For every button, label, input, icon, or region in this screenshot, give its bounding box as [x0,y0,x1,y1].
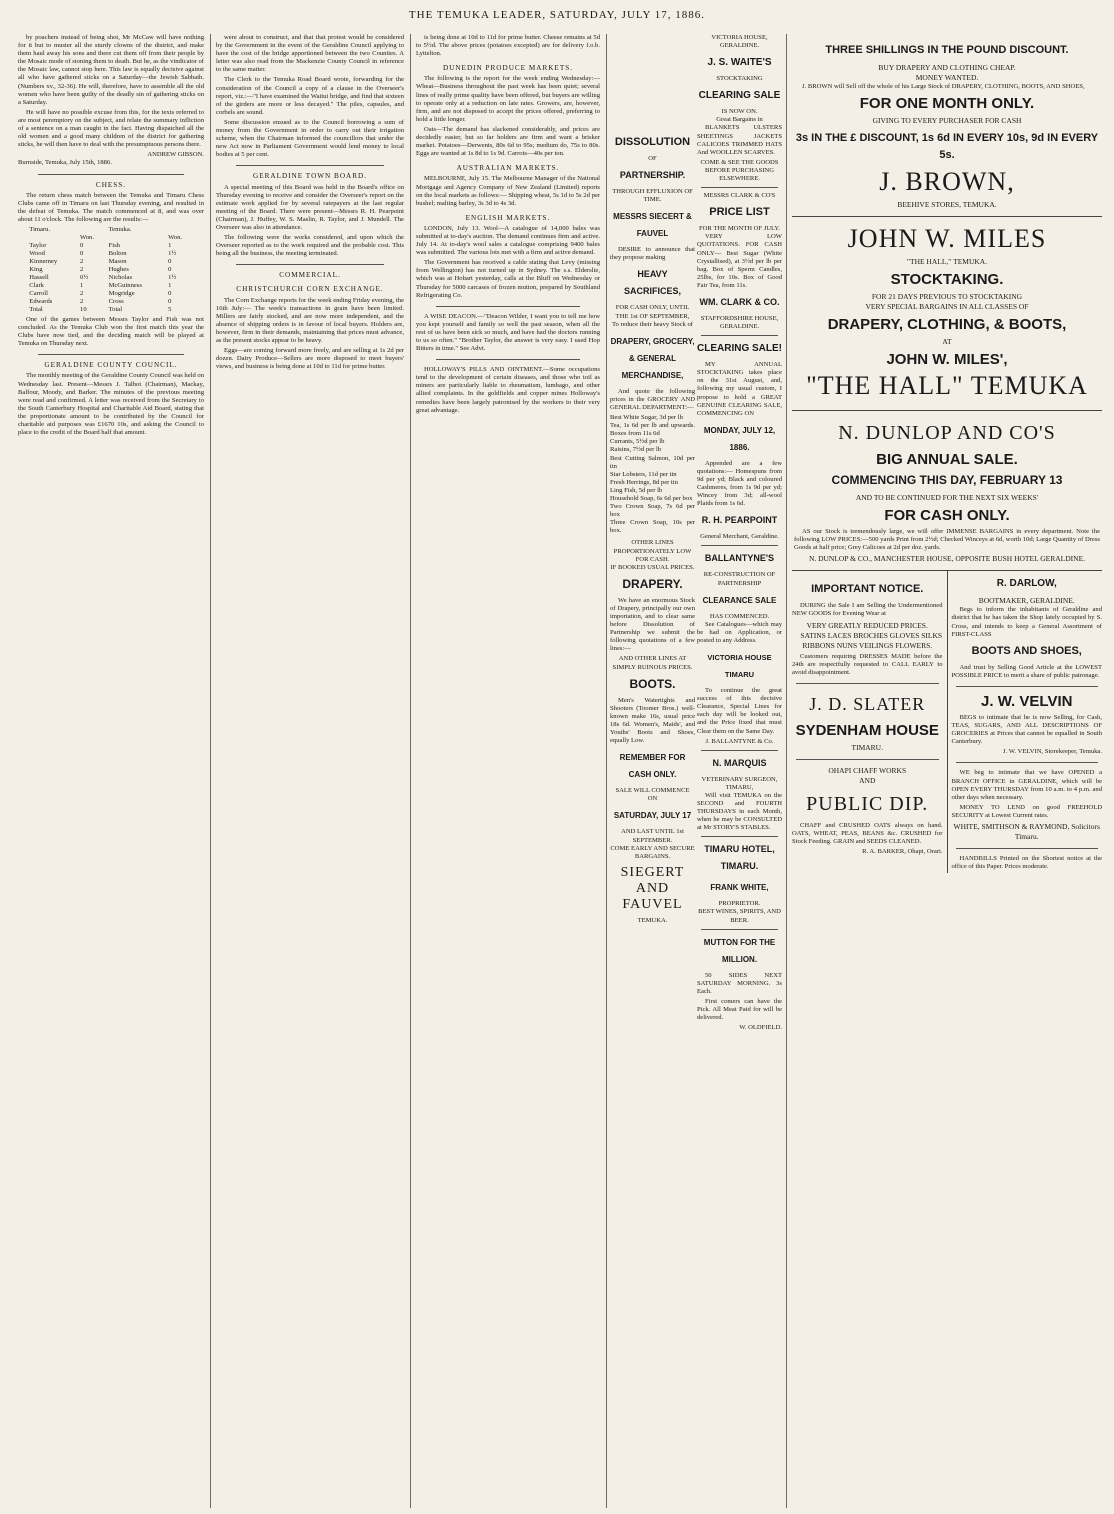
monday-date: MONDAY, JULY 12, 1886. [703,425,776,452]
corn-exchange-heading: CHRISTCHURCH CORN EXCHANGE. [236,285,384,294]
commenced-label: HAS COMMENCED. [709,612,770,620]
stocktaking-heading: STOCKTAKING. [890,271,1004,289]
town-board-heading: GERALDINE TOWN BOARD. [253,172,367,181]
advert-paragraph: Will visit TEMUKA on the SECOND and FOURTH THURSDAYS in each Month, when he may be CONSULTED at Mr STORY'S STABLES. [697,791,782,832]
list-item: Household Soap, 6s 6d per box [610,494,693,502]
clearing-sale-heading: CLEARING SALE! [697,343,782,355]
miles-advert [792,217,1102,411]
beehive-label: BEEHIVE STORES, TEMUKA. [897,200,997,210]
clark-firm-heading: WM. CLARK & CO. [699,296,780,307]
advert-paragraph: Customers requiring DRESSES MADE before the 24th are respectfully requested to CALL EARLY to avoid disappointment. [792,652,943,676]
advert-paragraph: BLANKETS ULSTERS SHEETINGS JACKETS CALICOES TRIMMED HATS And WOOLLEN SCARVES. [697,124,782,156]
list-item: Fresh Herrings, 8d per tin [610,478,678,486]
sacrifices-heading: HEAVY SACRIFICES, [623,269,681,297]
one-month-heading: FOR ONE MONTH ONLY. [859,95,1035,113]
reconstruction-label: RE-CONSTRUCTION OF PARTNERSHIP [703,571,776,587]
deacon-paragraph: A WISE DEACON.—"Deacon Wilder, I want you to tell me how you kept yourself and family so well the past season, when all the rest of us have been sick so much, and have had the doctors running to us so often." "Brother Taylor, the answer is very easy. I used Hop Bitters in time." See Advt. [416,312,600,353]
stocktaking-label: STOCKTAKING [716,75,763,83]
column-rule [606,34,607,1508]
firm-heading: MESSRS SIECERT & FAUVEL [613,212,692,239]
victoria-house-timaru: VICTORIA HOUSE TIMARU [707,653,772,680]
town-board-paragraph: The following were the works considered, and upon which the Overseer reported as to the work required and the probable cost. This being all the business, the meeting terminated. [216,234,404,258]
list-item: Star Lobsters, 11d per tin [610,470,677,478]
australian-heading: AUSTRALIAN MARKETS. [456,164,560,173]
effluxion-label: THROUGH EFFLUXION OF TIME. [612,188,693,204]
pearpoint-heading: R. H. PEARPOINT [701,515,778,526]
buy-label: BUY DRAPERY AND CLOTHING CHEAP. [878,63,1016,72]
letter-signature: ANDREW GIBSON. [147,151,204,159]
holloway-paragraph: HOLLOWAY'S PILLS AND OINTMENT.—Some occupations tend to the development of certain diseases, and those who toil as miners are particularly liable to rheumatism, lumbago, and other allied complaints. In the goldfields and copper mines Holloway's remedies have been largely patronised by the workers to their very great advantage. [416,366,600,414]
article-paragraph: Some discussion ensued as to the Council borrowing a sum of money from the Government in order to carry out their irrigation scheme, when the Chairman informed the councillors that under the new Act now in Parliament Government would lend money to local bodies at 5 per cent. [216,118,404,159]
advert-paragraph: And quote the following prices in the GROCERY AND GENERAL DEPARTMENT:— [610,387,695,411]
advert-paragraph: HANDBILLS Printed on the Shortest notice at the office of this Paper. Prices moderate. [951,854,1102,871]
sydenham-heading: SYDENHAM HOUSE [795,721,939,739]
column-4 [608,34,784,1508]
advert-paragraph: See Catalogues—which may be had on Application, or posted to any Address. [697,620,782,644]
until-label: AND LAST UNTIL 1st SEPTEMBER. [621,828,684,844]
left-adverts [792,571,948,873]
booked-label: IF BOOKED USUAL PRICES. [610,563,695,571]
special-label: VERY SPECIAL BARGAINS IN ALL CLASSES OF [865,302,1029,312]
brown-name: J. BROWN, [879,167,1015,197]
velvin-heading: J. W. VELVIN [981,692,1073,710]
waite-heading: J. S. WAITE'S [707,57,772,69]
masthead: THE TEMUKA LEADER, SATURDAY, JULY 17, 1886. [408,9,706,21]
commercial-heading: COMMERCIAL. [279,271,341,280]
table-row: Taylor 0 Fish 1 [29,241,172,249]
advert-paragraph: MONEY TO LEND on good FREEHOLD SECURITY at Lowest Current rates. [951,803,1102,819]
council-heading: GERALDINE COUNTY COUNCIL. [44,361,178,370]
darlow-heading: R. DARLOW, [996,578,1057,590]
at-label: AT [942,337,952,347]
commencing-heading: COMMENCING THIS DAY, FEBRUARY 13 [831,473,1063,488]
english-heading: ENGLISH MARKETS. [465,213,551,222]
table-header: Temuka. [108,225,132,233]
clark-label: MESSRS CLARK & CO'S [703,192,776,200]
table-header: Timaru. [29,225,51,233]
australian-paragraph: MELBOURNE, July 15. The Melbourne Manager of the National Mortgage and Agency Company of New Zealand (Limited) reports on the local markets as follows:— Shipping wheat, 5s 1d to 5s 2d per bushel; malting barley, 3s 3d to 4s 3d. [416,175,600,207]
cash-only-heading: FOR CASH ONLY. [884,507,1010,525]
hall-large: "THE HALL" TEMUKA [806,371,1088,401]
advert-paragraph: MY ANNUAL STOCKTAKING takes place on the 31st August, and, following my usual custom, I propose to hold a GREAT GENUINE CLEARING SALE, COMMENCING ON [697,361,782,417]
solicitors-label: WHITE, SMITHSON & RAYMOND, Solicitors Timaru. [953,821,1100,841]
now-on-label: IS NOW ON. [721,108,758,116]
table-row: Total 10 Total 5 [29,305,172,313]
geraldine-adverts [697,34,782,1032]
dunlop-advert [792,411,1102,571]
dissolution-heading: DISSOLUTION [614,136,691,148]
sale-label: SALE WILL COMMENCE ON [615,787,690,803]
dunlop-name: N. DUNLOP AND CO'S [838,422,1056,445]
advert-paragraph: DESIRE to announce that they propose making [610,246,695,262]
advert-paragraph: VERY LOW QUOTATIONS. FOR CASH ONLY— Best Sugar (White Crystallised), at 3½d per lb per bag. Box of Sperm Candles, 25lbs, for 10s. Box of Good Fair Tea, from 11s. [697,233,782,289]
advert-paragraph: DURING the Sale I am Selling the Undermentioned NEW GOODS for Evening Wear at [792,602,943,618]
list-item: Ling Fish, 5d per lb [610,486,663,494]
advert-paragraph: To continue the great success of this decisive Clearance, Special Lines for each day will be looked out, and the Price fixed that must Clear them on the Same Day. [697,687,782,735]
advert-paragraph: BEGS to intimate that he is now Selling, for Cash, TEAS, SUGARS, AND ALL DESCRIPTIONS OF GROCERIES at Prices that cannot be equalled in South Canterbury. [951,713,1102,746]
letter-paragraph: by poachers instead of being shot, Mr McCaw will have nothing for it but to muster all the sturdy clowns of the district, and make them haul away his sons and there cut them off from their people by the Mosaic mode of stoning them to death. But he, as the vindicator of the Mosaic law, cannot stop here. This law is equally decisive against all who have gathered sticks on a Saturday—the Jewish Sabbath. (Numbers xv., 32-36). He will, therefore, have to assemble all the old women who have been guilty of the deadly sin of gathering sticks on a Saturday. [18,34,204,106]
letter-paragraph: He will have no possible excuse from this, for the texts referred to are most peremptory on the subject, and relate the summary infliction of a sentence on a man caught in the fact. Having dispatched all the old women and a good many children of the district for gathering sticks, he will then have to deal with the presumptuous persons there. [18,108,204,149]
hotel-heading: TIMARU HOTEL, TIMARU. [704,844,775,872]
barker-signature: R. A. BARKER, Ohapi, Orari. [862,848,943,856]
advert-paragraph: J. BROWN will Sell off the whole of his Large Stock of DRAPERY, CLOTHING, BOOTS, AND SHOES, [802,83,1085,90]
right-adverts [952,571,1103,873]
remember-heading: REMEMBER FOR CASH ONLY. [619,753,686,780]
discount-rates: 3s IN THE £ DISCOUNT, 1s 6d IN EVERY 10s, 9d IN EVERY 5s. [795,132,1099,162]
timaru-label: TIMARU. [851,742,883,752]
month-label: FOR THE MONTH OF JULY. [699,225,780,233]
table-row: Clark 1 McGuinness 1 [29,281,172,289]
column-rule [786,34,787,1508]
goods-list: SATINS LACES BROCHES GLOVES SILKS RIBBONS NUNS VEILINGS FLOWERS. [800,630,943,650]
dunedin-paragraph: Oats—The demand has slackened considerably, and prices are decidedly easier, but so far holders are firm and want a brisker market. Potatoes—Derwents, 80s 6d to 95s; medium do, 75s to 80s. Eggs are wanted at 1s 8d to 1s 9d. Carrots—40s per ton. [416,125,600,158]
boots-shoes-heading: BOOTS AND SHOES, [971,644,1082,657]
important-heading: IMPORTANT NOTICE. [811,583,924,596]
advert-paragraph: Men's Watertights and Shooters (Toomer Bros.) well-known make 16s, usual price 18s 6d. Women's, Maids', and Youths' Boots and Shoes, equally Low. [610,696,695,745]
chess-paragraph: One of the games between Messrs Taylor and Fish was not concluded. As the Temuka Club won the first match this year the Clubs have now tied, and the deciding match will be played at Temuka on Thursday next. [18,315,204,348]
merchandise-heading: DRAPERY, GROCERY, & GENERAL MERCHANDISE, [610,336,695,380]
money-wanted-label: MONEY WANTED. [915,73,979,82]
table-row: Edwards 2 Cross 0 [29,297,172,305]
chaff-label: OHAPI CHAFF WORKS [828,765,907,775]
table-header: Won. [80,233,94,241]
other-lines-label: OTHER LINES PROPORTIONATELY LOW FOR CASH. [613,539,692,563]
and-label: AND [859,775,876,785]
giving-label: GIVING TO EVERY PURCHASER FOR CASH [872,116,1022,126]
column-1 [14,34,208,1508]
drapery-clothing-boots: DRAPERY, CLOTHING, & BOOTS, [827,316,1067,334]
advert-paragraph: Begs to inform the inhabitants of Geraldine and district that he has taken the Shop lately occupied by S. Cross, and intends to keep a General Assortment of FIRST-CLASS [951,606,1102,638]
mutton-heading: MUTTON FOR THE MILLION. [703,937,776,964]
pearpoint-sub: General Merchant, Geraldine. [700,533,779,541]
column-2 [212,34,408,1508]
advert-paragraph: AS our Stock is tremendously large, we will offer IMMENSE BARGAINS in every department. Note the following LOW PRICES:—500 yards Print from 2½d; Checked Winceys at 6d, worth 10d; Large Quantity of Dress Goods at half price; Grey Calicoes at 2d per doz. yards. [794,528,1100,552]
white-heading: FRANK WHITE, [710,883,769,893]
discount-heading: THREE SHILLINGS IN THE POUND DISCOUNT. [825,44,1069,56]
bootmaker-label: BOOTMAKER, GERALDINE. [978,596,1075,606]
article-paragraph: were about to construct, and that that protest would be considered by the Government in the event of the Geraldine Council applying to have the cost of the bridge apportioned between the two Counties. A letter was also read from the Mackenzie County Council in reference to the same matter. [216,34,404,74]
chess-paragraph: The return chess match between the Temuka and Timaru Chess Clubs came off in Timaru on last Thursday evening, and resulted in the defeat of Temuka. The match commenced at 8, and was over about 11 o'clock. The following are the results:— [18,191,204,223]
proprietor-label: PROPRIETOR. [718,900,761,908]
wines-label: BEST WINES, SPIRITS, AND BEER. [698,908,781,924]
continued-label: AND TO BE CONTINUED FOR THE NEXT SIX WEEKS' [855,493,1039,503]
annual-sale-heading: BIG ANNUAL SALE. [876,451,1018,469]
clark-address: STAFFORDSHIRE HOUSE, GERALDINE. [700,314,779,331]
advert-paragraph: WE beg to intimate that we have OPENED a BRANCH OFFICE in GERALDINE, which will be OPEN EVERY THURSDAY from 10 a.m. to 4 p.m. and other days when necessary. [951,769,1102,801]
of-label: OF [648,155,657,162]
column-rule [210,34,211,1508]
vet-label: VETERINARY SURGEON, TIMARU, [701,775,778,791]
chess-heading: CHESS. [95,180,127,189]
firm-place: TEMUKA. [637,916,668,924]
come-see-label: COME & SEE THE GOODS BEFORE PURCHASING ELSEWHERE. [700,158,779,183]
advert-paragraph: First comers can have the Pick. All Meat Paid for will be delivered. [697,997,782,1022]
slater-name: J. D. SLATER [809,693,926,714]
list-item: Tea, 1s 6d per lb and upwards. Boxes from 11s 6d [610,422,695,438]
table-header: Won. [168,233,183,241]
dunedin-paragraph: The following is the report for the week ending Wednesday:— Wheat—Business throughout the past week has been quiet; several lines of really prime quality have been offered, but buyers are willing to operate only at a reduction on late rates. Growers, are, however, firm, and are not disposed to accept the prices offered, preferring to hold a little longer. [416,75,600,123]
english-paragraph: LONDON, July 13. Wool—A catalogue of 14,000 bales was submitted at to-day's auction. The demand continues firm and active. July 14. At to-day's wool sales a catalogue comprising 9400 bales was submitted. The various lots met with a firm and active demand. [416,224,600,257]
column-5 [788,34,1106,1508]
table-row: Carroll 2 Mogridge 0 [29,289,172,297]
victoria-house-label: VICTORIA HOUSE, GERALDINE. [711,34,768,50]
news-paragraph: The Government has received a cable stating that Levy (missing from Wellington) has not turned up in Sydney. The s.s. Elderslie, which was at Hobart yesterday, calls at the Bluff on Wednesday or Thursday for 5000 carcases of frozen mutton, prepared by Southland Refrigerating Co. [416,259,600,299]
council-paragraph: The monthly meeting of the Geraldine County Council was held on Wednesday last. Present—Messrs J. Talbot (Chairman), Mackay, Balfour, Moody, and Barker. The minutes of the previous meeting were read and confirmed. A letter was received from the Secretary to the South Canterbury Hospital and Charitable Aid Board, stating that the proportionate amount to be contributed by the Council for charitable aid purposes was £1670 10s, and asking the Council to place to the credit of the Board half that amount. [18,372,204,437]
list-item: Three Crown Soap, 10s per box. [610,519,695,535]
siegert-advert [610,34,695,1032]
table-row: Kinnerney 2 Mason 0 [29,257,172,265]
town-board-paragraph: A special meeting of this Board was held in the Board's office on Thursday evening to receive and consider the Overseer's report on the estimate work applied for by several ratepayers at the last regular meeting of the Board. There were present—Messrs R. H. Pearpoint (Chairman), J. Huffey, W. S. Maslin, R. Taylor, and J. Mundell. The Overseer was also in attendance. [216,183,404,231]
advert-paragraph: CHAFF and CRUSHED OATS always on hand. OATS, WHEAT, PEAS, BEANS &c. CRUSHED for Stock Feeding. GRAIN and SEEDS CLEANED. [792,821,943,846]
commercial-paragraph: The Corn Exchange reports for the week ending Friday evening, the 16th July:— The week's transactions in grain have been limited. Millers are fairly stocked, and are now more independent, and the absence of shipping orders is in favour of local buyers. Holders are, however, firm in their demands, maintaining that prices must advance, as the present stocks appear to be heavy. [216,296,404,344]
list-item: Currants, 5½d per lb [610,438,665,446]
table-row: Wood 0 Bolton 1½ [29,249,177,257]
ruinous-label: AND OTHER LINES AT SIMPLY RUINOUS PRICES. [612,655,693,671]
dunlop-signature: N. DUNLOP & CO., MANCHESTER HOUSE, OPPOSITE BUSH HOTEL GERALDINE. [808,554,1086,564]
article-paragraph: is being done at 10d to 11d for prime butter. Cheese remains at 5d to 5½d. The above prices (potatoes excepted) are for delivery f.o.b. Lyttelton. [416,34,600,58]
ballantyne-signature: J. BALLANTYNE & Co. [705,737,774,745]
chess-results-table [27,226,194,314]
brown-advert [792,34,1102,217]
price-list-heading: PRICE LIST [709,206,770,219]
list-item: Best White Sugar, 3d per lb [610,414,683,422]
marquis-heading: N. MARQUIS [712,757,767,768]
boots-heading: BOOTS. [629,676,676,691]
come-early-label: COME EARLY AND SECURE BARGAINS. [610,844,695,860]
clearing-heading: CLEARING SALE [698,90,781,102]
dunedin-heading: DUNEDIN PRODUCE MARKETS. [442,64,574,73]
advert-paragraph: Appended are a few quotations:— Homespuns from 9d per yd; Black and coloured Cashmeres, from 1s 9d per yd; Wincey from 3d; all-wool Plaids from 1s 6d. [697,459,782,508]
public-dip-heading: PUBLIC DIP. [806,792,929,815]
column-3 [412,34,604,1508]
advert-paragraph: And trust by Selling Good Article at the LOWEST POSSIBLE PRICE to merit a share of public patronage. [951,663,1102,679]
hall-label: "THE HALL," TEMUKA. [906,257,988,267]
clearance-heading: CLEARANCE SALE [702,595,777,605]
velvin-signature: J. W. VELVIN, Storekeeper, Temuka. [1003,748,1102,756]
article-paragraph: The Clerk to the Temuka Road Board wrote, forwarding for the consideration of the Council a copy of a clause in the Overseer's report, viz.:—"I have examined the Waitui bridge, and find that sixteen of the girders are more or less decayed." The piles, capsules, and corbels are sound. [216,76,404,116]
miles-name-2: JOHN W. MILES', [886,351,1008,369]
miles-name: JOHN W. MILES [847,224,1047,254]
drapery-heading: DRAPERY. [622,576,683,591]
advert-paragraph: 50 SIDES NEXT SATURDAY MORNING. 3s Each. [697,971,782,995]
bargains-label: Great Bargains in [716,116,763,124]
list-item: Two Crown Soap, 7s 6d per box [610,503,695,519]
table-row: King 2 Hughes 0 [29,265,172,273]
ballantyne-heading: BALLANTYNE'S [704,553,775,564]
firm-name-large: SIEGERT AND FAUVEL [620,864,685,912]
list-item: Best Cutting Salmon, 10d per tin [610,454,695,470]
advert-paragraph: We have an enormous Stock of Drapery, principally our own importation, and to clear same before Dissolution of Partnership we submit the following quotations of a few lines:— [610,596,695,653]
reduce-label: To reduce their heavy Stock of [611,320,693,328]
list-item: Raisins, 7½d per lb [610,446,662,454]
sale-date: SATURDAY, JULY 17 [613,811,692,821]
column-rule [410,34,411,1508]
days-label: FOR 21 DAYS PREVIOUS TO STOCKTAKING [871,292,1023,302]
reduced-label: VERY GREATLY REDUCED PRICES. [806,620,928,630]
letter-place: Burnside, Temuka, July 15th, 1886. [18,159,112,167]
cash-label: FOR CASH ONLY, UNTIL THE 1st OF SEPTEMBER, [615,304,690,320]
partnership-heading: PARTNERSHIP. [619,170,686,181]
oldfield-signature: W. OLDFIELD. [739,1024,782,1032]
commercial-paragraph: Eggs—are coming forward more freely, and are selling at 1s 2d per dozen. Dairy Produce—Sellers are more disposed to meet buyers' views, and business is being done at 10d to 11d for prime butter. [216,347,404,371]
table-row: Hassell 0½ Nicholas 1½ [29,273,177,281]
